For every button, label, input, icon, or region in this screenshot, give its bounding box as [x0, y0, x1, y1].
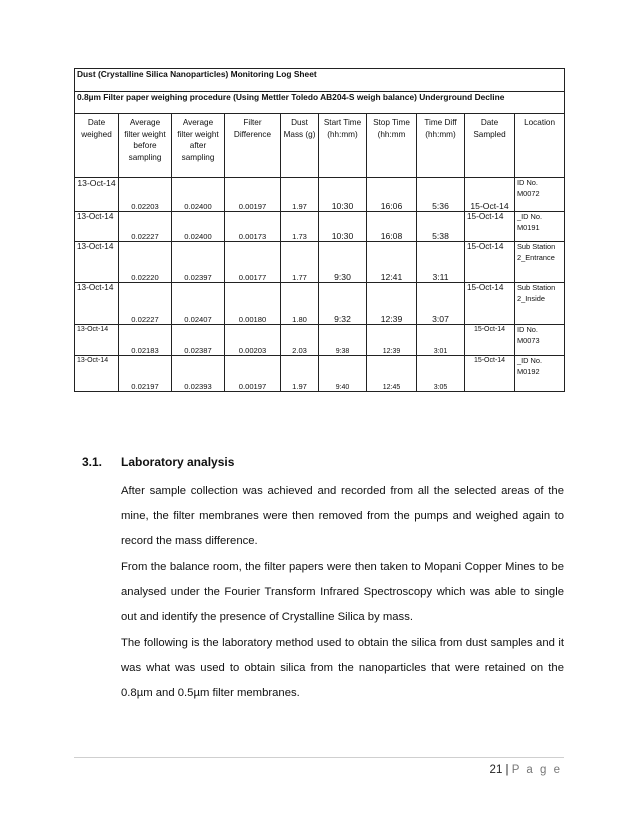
cell-date-weighed: 13-Oct-14: [75, 242, 119, 283]
cell-time-diff: 5:38: [417, 212, 465, 242]
cell-date-sampled: 15-Oct-14: [465, 178, 515, 212]
cell-mass: 1.97: [281, 178, 319, 212]
table-row: [75, 212, 565, 242]
cell-start: 10:30: [319, 178, 367, 212]
header-avg-before: Average filter weight before sampling: [119, 114, 172, 178]
header-time-diff: Time Diff (hh:mm): [417, 114, 465, 178]
cell-location: ID No. M0073: [515, 325, 565, 356]
cell-before: 0.02183: [119, 325, 172, 356]
header-avg-after: Average filter weight after sampling: [172, 114, 225, 178]
cell-start: 9:38: [319, 325, 367, 356]
cell-date-weighed: 13-Oct-14: [75, 325, 119, 356]
paragraph-balance-room: From the balance room, the filter papers were then taken to Mopani Copper Mines to be analysed under the Fourier Transform Infrared Spectroscopy which was able to single out and identify the presence of Crystalline Silica by mass.: [121, 561, 564, 623]
cell-time-diff: 3:01: [417, 325, 465, 356]
paragraph-sample-collection: After sample collection was achieved and recorded from all the selected areas of the mine, the filter membranes were then removed from the pumps and weighed again to record the mass difference.: [121, 485, 564, 547]
cell-mass: 2.03: [281, 325, 319, 356]
cell-time-diff: 3:05: [417, 356, 465, 392]
header-dust-mass: Dust Mass (g): [281, 114, 319, 178]
cell-stop: 16:06: [367, 178, 417, 212]
header-date-sampled: Date Sampled: [465, 114, 515, 178]
cell-start: 9:40: [319, 356, 367, 392]
section-heading: [82, 455, 234, 469]
monitoring-log-table: [74, 68, 565, 392]
cell-mass: 1.97: [281, 356, 319, 392]
header-date-weighed: Date weighed: [75, 114, 119, 178]
cell-diff: 0.00173: [225, 212, 281, 242]
cell-time-diff: 3:11: [417, 242, 465, 283]
cell-stop: 12:39: [367, 283, 417, 325]
table-row: [75, 178, 565, 212]
cell-after: 0.02400: [172, 212, 225, 242]
page-footer: [490, 764, 562, 776]
cell-diff: 0.00203: [225, 325, 281, 356]
table-row: [75, 356, 565, 392]
cell-date-sampled: 15-Oct-14: [465, 242, 515, 283]
cell-after: 0.02400: [172, 178, 225, 212]
cell-location: _ID No. M0192: [515, 356, 565, 392]
cell-before: 0.02227: [119, 212, 172, 242]
cell-mass: 1.80: [281, 283, 319, 325]
cell-before: 0.02227: [119, 283, 172, 325]
cell-diff: 0.00180: [225, 283, 281, 325]
cell-date-weighed: 13-Oct-14: [75, 178, 119, 212]
section-number: 3.1.: [82, 455, 103, 469]
cell-start: 9:30: [319, 242, 367, 283]
cell-diff: 0.00197: [225, 356, 281, 392]
cell-stop: 12:41: [367, 242, 417, 283]
cell-after: 0.02407: [172, 283, 225, 325]
cell-location: _ID No. M0191: [515, 212, 565, 242]
page-word: P a g e: [511, 764, 562, 776]
cell-date-sampled: 15-Oct-14: [465, 212, 515, 242]
cell-date-weighed: 13-Oct-14: [75, 283, 119, 325]
cell-mass: 1.73: [281, 212, 319, 242]
table-row: [75, 242, 565, 283]
cell-stop: 12:45: [367, 356, 417, 392]
cell-diff: 0.00177: [225, 242, 281, 283]
cell-date-sampled: 15-Oct-14: [465, 283, 515, 325]
footer-divider: [74, 757, 564, 758]
cell-date-sampled: 15-Oct-14: [465, 325, 515, 356]
cell-stop: 16:08: [367, 212, 417, 242]
cell-stop: 12:39: [367, 325, 417, 356]
table-row: [75, 325, 565, 356]
footer-separator: |: [505, 764, 509, 776]
cell-time-diff: 5:36: [417, 178, 465, 212]
header-filter-difference: Filter Difference: [225, 114, 281, 178]
cell-before: 0.02220: [119, 242, 172, 283]
cell-start: 10:30: [319, 212, 367, 242]
cell-location: Sub Station 2_Inside: [515, 283, 565, 325]
header-location: Location: [515, 114, 565, 178]
header-stop-time: Stop Time (hh:mm: [367, 114, 417, 178]
cell-before: 0.02197: [119, 356, 172, 392]
page-number: 21: [489, 764, 503, 776]
cell-after: 0.02387: [172, 325, 225, 356]
table-row: [75, 283, 565, 325]
header-start-time: Start Time (hh:mm): [319, 114, 367, 178]
table-header-row: [75, 114, 565, 178]
cell-start: 9:32: [319, 283, 367, 325]
cell-diff: 0.00197: [225, 178, 281, 212]
paragraph-lab-method: The following is the laboratory method used to obtain the silica from dust samples and it was what was used to obtain silica from the nanoparticles that were retained on the 0.8µm and 0.5µm filter membranes.: [121, 637, 564, 699]
cell-after: 0.02397: [172, 242, 225, 283]
log-subtitle: 0.8µm Filter paper weighing procedure (Using Mettler Toledo AB204-S weigh balance) Underground Decline: [75, 92, 565, 114]
cell-before: 0.02203: [119, 178, 172, 212]
cell-mass: 1.77: [281, 242, 319, 283]
section-title: Laboratory analysis: [121, 455, 235, 469]
log-title: Dust (Crystalline Silica Nanoparticles) Monitoring Log Sheet: [75, 69, 565, 92]
cell-time-diff: 3:07: [417, 283, 465, 325]
cell-date-sampled: 15-Oct-14: [465, 356, 515, 392]
cell-date-weighed: 13-Oct-14: [75, 356, 119, 392]
cell-after: 0.02393: [172, 356, 225, 392]
cell-date-weighed: 13-Oct-14: [75, 212, 119, 242]
cell-location: Sub Station 2_Entrance: [515, 242, 565, 283]
cell-location: ID No. M0072: [515, 178, 565, 212]
